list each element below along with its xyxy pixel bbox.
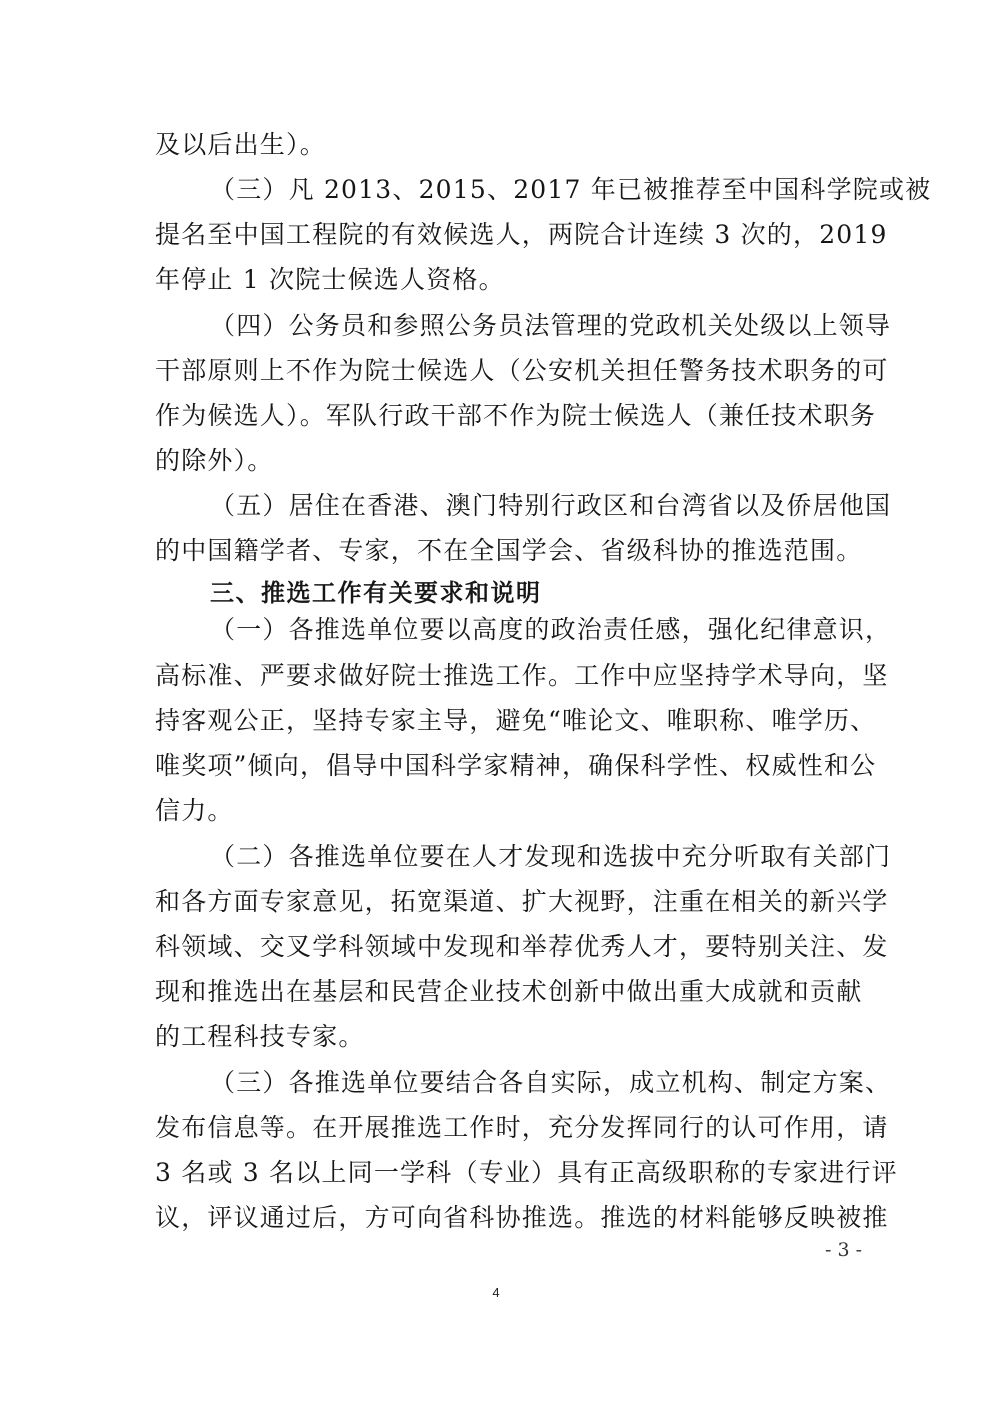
paragraph-line: （五）居住在香港、澳门特别行政区和台湾省以及侨居他国 bbox=[210, 491, 892, 520]
footer-page-number: 4 bbox=[492, 1285, 500, 1300]
paragraph-line: 3 名或 3 名以上同一学科（专业）具有正高级职称的专家进行评 bbox=[155, 1158, 898, 1187]
paragraph-line: 高标准、严要求做好院士推选工作。工作中应坚持学术导向，坚 bbox=[155, 661, 889, 690]
paragraph-line: 现和推选出在基层和民营企业技术创新中做出重大成就和贡献 bbox=[155, 977, 863, 1006]
paragraph-line: 科领域、交叉学科领域中发现和举荐优秀人才，要特别关注、发 bbox=[155, 932, 889, 961]
paragraph-line: 信力。 bbox=[155, 796, 234, 825]
paragraph-line: （三）凡 2013、2015、2017 年已被推荐至中国科学院或被 bbox=[210, 175, 932, 204]
paragraph-line: 年停止 1 次院士候选人资格。 bbox=[155, 265, 505, 294]
paragraph-line: 的工程科技专家。 bbox=[155, 1022, 365, 1051]
paragraph-line: （三）各推选单位要结合各自实际，成立机构、制定方案、 bbox=[210, 1068, 892, 1097]
paragraph-line: 干部原则上不作为院士候选人（公安机关担任警务技术职务的可 bbox=[155, 356, 889, 385]
section-heading: 三、推选工作有关要求和说明 bbox=[210, 579, 542, 607]
paragraph-line: 的中国籍学者、专家，不在全国学会、省级科协的推选范围。 bbox=[155, 536, 863, 565]
page-number: - 3 - bbox=[824, 1239, 862, 1261]
paragraph-line: 及以后出生）。 bbox=[155, 130, 326, 159]
paragraph-line: （一）各推选单位要以高度的政治责任感，强化纪律意识， bbox=[210, 615, 892, 644]
paragraph-line: 和各方面专家意见，拓宽渠道、扩大视野，注重在相关的新兴学 bbox=[155, 887, 889, 916]
paragraph-line: 持客观公正，坚持专家主导，避免“唯论文、唯职称、唯学历、 bbox=[155, 706, 877, 735]
paragraph-line: 议，评议通过后，方可向省科协推选。推选的材料能够反映被推 bbox=[155, 1203, 889, 1232]
paragraph-line: 唯奖项”倾向，倡导中国科学家精神，确保科学性、权威性和公 bbox=[155, 751, 877, 780]
paragraph-line: 发布信息等。在开展推选工作时，充分发挥同行的认可作用，请 bbox=[155, 1113, 889, 1142]
paragraph-line: 的除外）。 bbox=[155, 446, 274, 475]
paragraph-line: （二）各推选单位要在人才发现和选拔中充分听取有关部门 bbox=[210, 842, 892, 871]
paragraph-line: 提名至中国工程院的有效候选人，两院合计连续 3 次的，2019 bbox=[155, 220, 888, 249]
paragraph-line: 作为候选人）。军队行政干部不作为院士候选人（兼任技术职务 bbox=[155, 401, 877, 430]
paragraph-line: （四）公务员和参照公务员法管理的党政机关处级以上领导 bbox=[210, 311, 892, 340]
